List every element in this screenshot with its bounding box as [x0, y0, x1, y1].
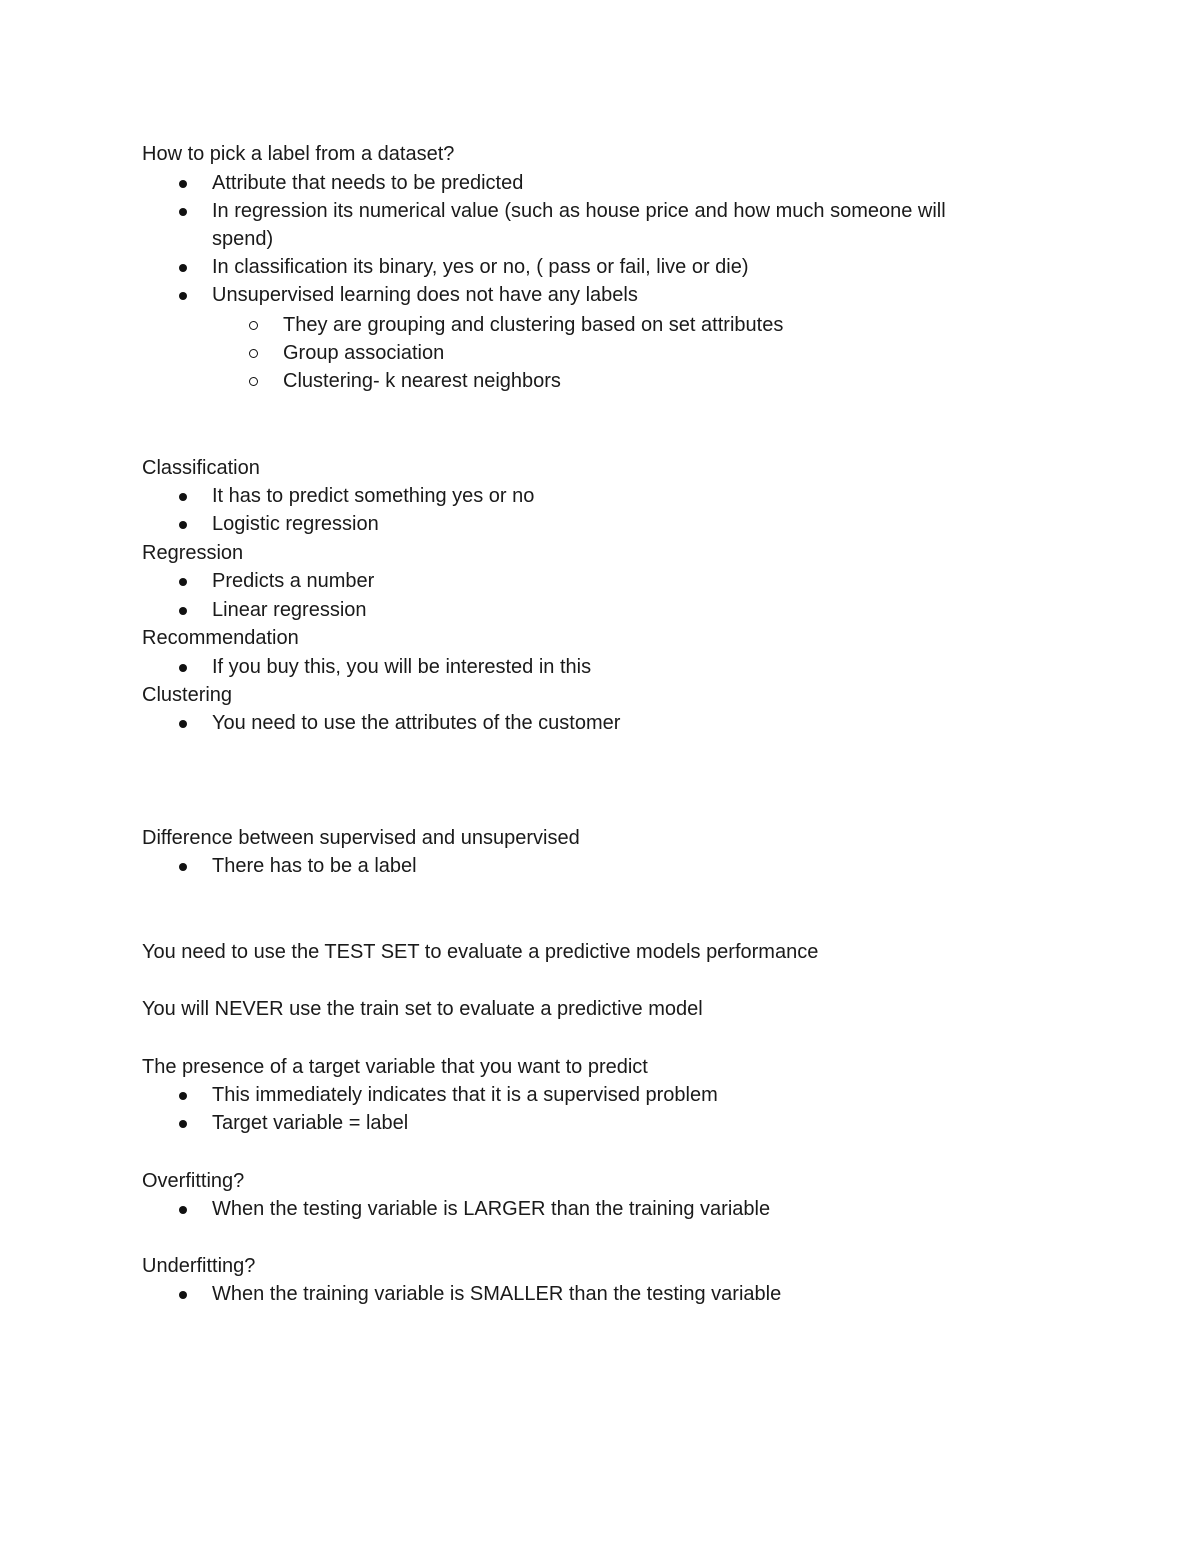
list-item: Predicts a number [212, 570, 375, 592]
heading-regression: Regression [142, 542, 244, 564]
list-item: When the training variable is SMALLER than the testing variable [212, 1283, 782, 1305]
heading-pick-label: How to pick a label from a dataset? [142, 143, 455, 165]
bullet-icon [179, 521, 187, 529]
sub-bullet-icon [249, 377, 258, 386]
bullet-icon [179, 578, 187, 586]
sub-list-item: They are grouping and clustering based on set attributes [283, 314, 784, 336]
heading-underfitting: Underfitting? [142, 1255, 256, 1277]
bullet-icon [179, 720, 187, 728]
bullet-icon [179, 180, 187, 188]
sub-list-item: Group association [283, 342, 445, 364]
bullet-icon [179, 208, 187, 216]
list-item: Logistic regression [212, 513, 379, 535]
list-item: When the testing variable is LARGER than the training variable [212, 1198, 771, 1220]
bullet-icon [179, 1120, 187, 1128]
list-item: This immediately indicates that it is a supervised problem [212, 1084, 718, 1106]
bullet-icon [179, 863, 187, 871]
heading-difference: Difference between supervised and unsupervised [142, 827, 580, 849]
heading-recommendation: Recommendation [142, 627, 299, 649]
list-item: If you buy this, you will be interested in this [212, 656, 592, 678]
bullet-icon [179, 1206, 187, 1214]
bullet-icon [179, 664, 187, 672]
list-item: Linear regression [212, 599, 367, 621]
list-item: In classification its binary, yes or no, ( pass or fail, live or die) [212, 256, 749, 278]
list-item: Target variable = label [212, 1112, 409, 1134]
bullet-icon [179, 292, 187, 300]
sub-list-item: Clustering- k nearest neighbors [283, 370, 561, 392]
bullet-icon [179, 1092, 187, 1100]
heading-target-variable: The presence of a target variable that you want to predict [142, 1056, 648, 1078]
test-set-note: You need to use the TEST SET to evaluate a predictive models performance [142, 941, 819, 963]
bullet-icon [179, 264, 187, 272]
bullet-icon [179, 493, 187, 501]
sub-bullet-icon [249, 349, 258, 358]
heading-clustering: Clustering [142, 684, 233, 706]
list-item: Unsupervised learning does not have any labels [212, 284, 638, 306]
bullet-icon [179, 607, 187, 615]
list-item: You need to use the attributes of the customer [212, 712, 621, 734]
list-item: It has to predict something yes or no [212, 485, 535, 507]
train-set-note: You will NEVER use the train set to evaluate a predictive model [142, 998, 703, 1020]
sub-bullet-icon [249, 321, 258, 330]
list-item: In regression its numerical value (such as house price and how much someone will [212, 200, 946, 222]
list-item: Attribute that needs to be predicted [212, 172, 524, 194]
bullet-icon [179, 1291, 187, 1299]
heading-classification: Classification [142, 457, 260, 479]
heading-overfitting: Overfitting? [142, 1170, 245, 1192]
list-item-continuation: spend) [212, 228, 274, 250]
list-item: There has to be a label [212, 855, 417, 877]
